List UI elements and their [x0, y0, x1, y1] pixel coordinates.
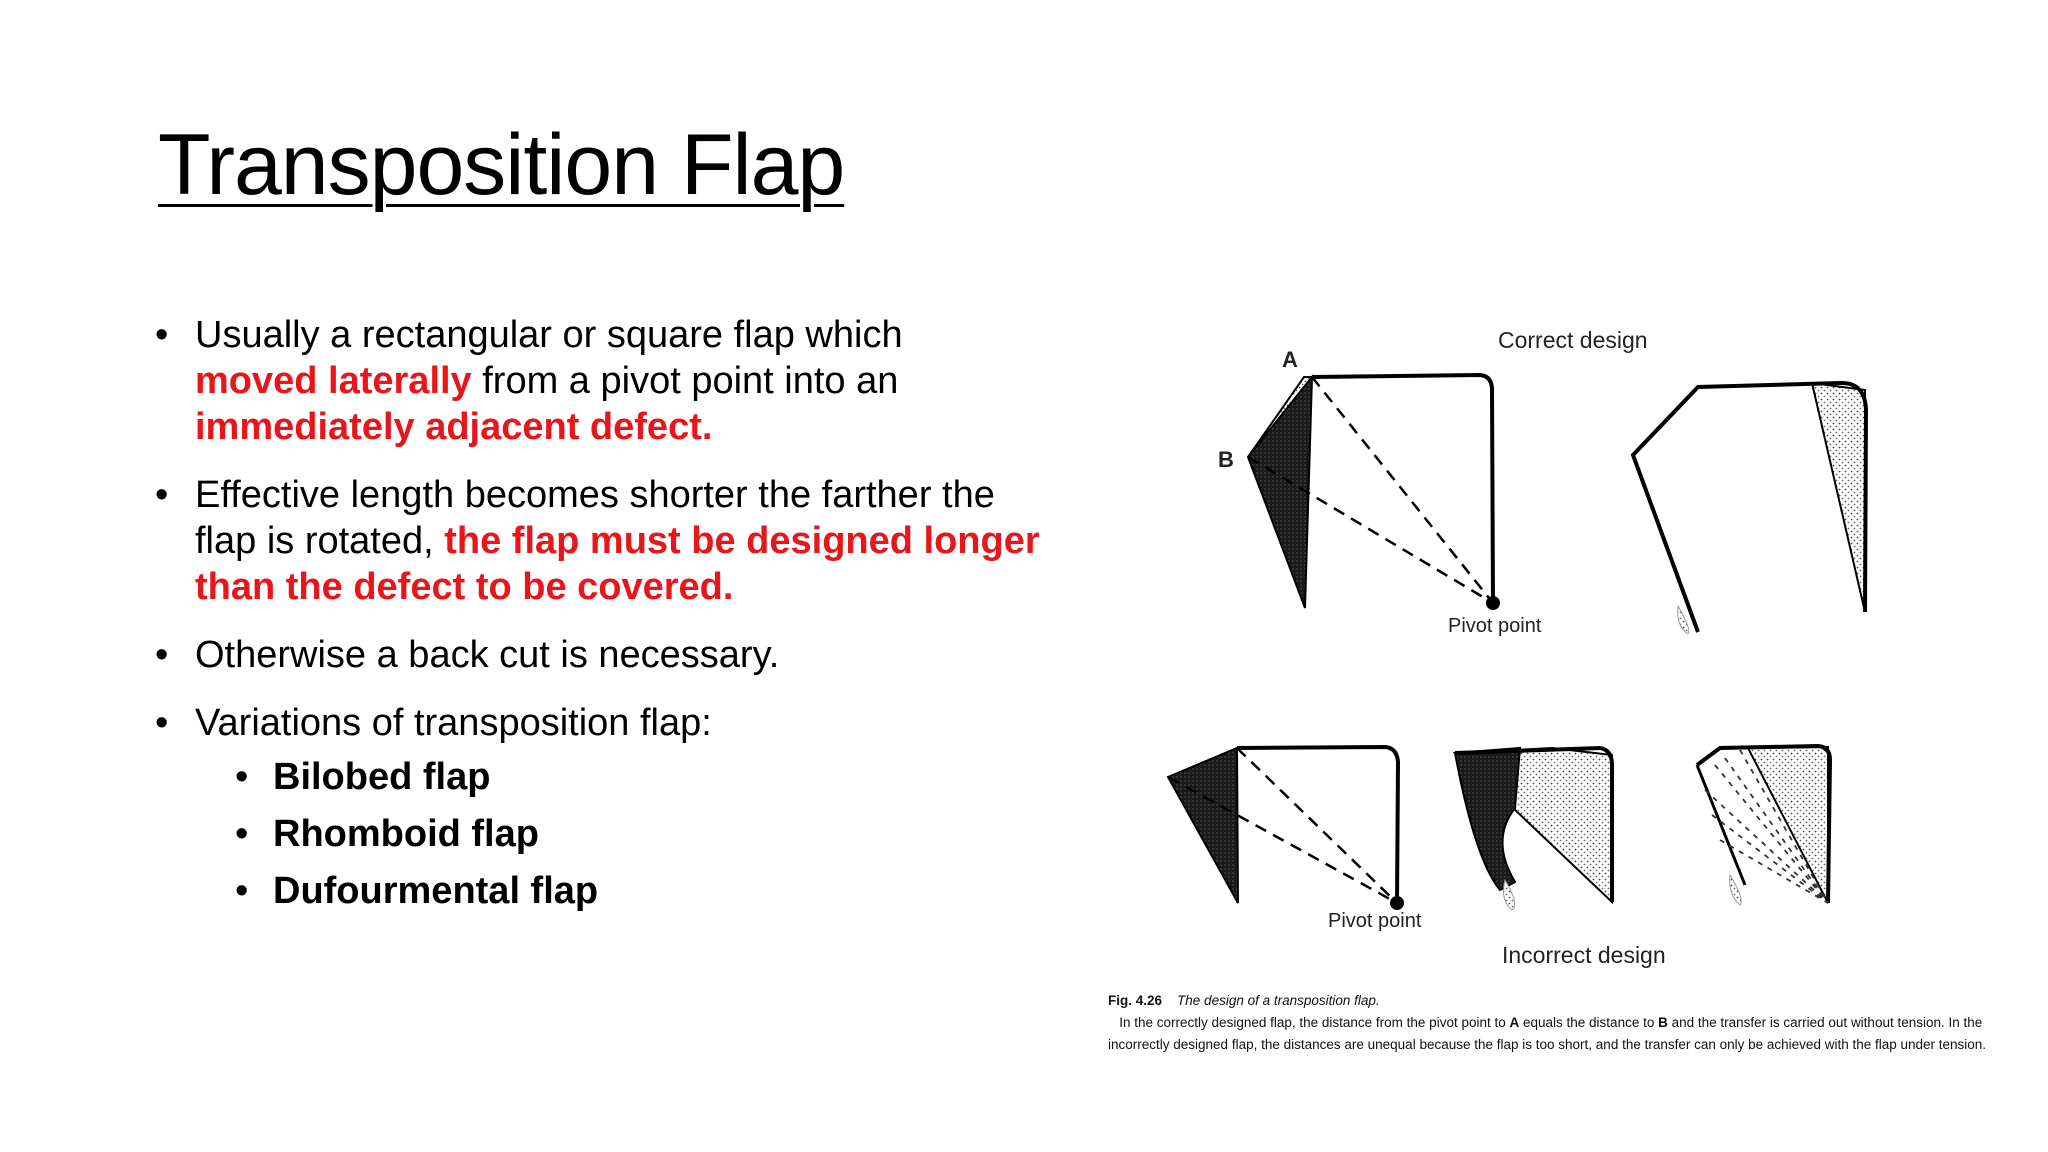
bullet-text: Variations of transposition flap: [195, 702, 712, 744]
caption-text: equals the distance to [1519, 1015, 1659, 1030]
bullet-text: Usually a rectangular or square flap which [195, 314, 903, 356]
sub-bullet-item: • Rhomboid flap [235, 811, 1055, 857]
bullet-text: from a pivot point into an [471, 360, 899, 402]
caption-figure-number: Fig. 4.26 [1108, 993, 1163, 1008]
sub-bullet-item: • Dufourmental flap [235, 868, 1055, 914]
caption-bold-b: B [1658, 1015, 1668, 1030]
bullet-item [155, 312, 1055, 450]
bullet-item [155, 632, 1055, 678]
label-pivot-point-top: Pivot point [1448, 615, 1542, 637]
incorrect-design-result-1 [1455, 748, 1612, 910]
label-b: B [1218, 447, 1234, 472]
slide-content [155, 312, 1055, 936]
label-a: A [1282, 347, 1298, 372]
incorrect-design-result-2 [1697, 746, 1830, 905]
bullet-text: Otherwise a back cut is necessary. [195, 634, 780, 676]
label-incorrect-design: Incorrect design [1502, 942, 1666, 968]
correct-design-result [1633, 383, 1866, 634]
sub-bullet-item: • Bilobed flap [235, 754, 1055, 800]
emphasis-text: moved laterally [195, 360, 472, 402]
incorrect-design-flap [1168, 747, 1404, 910]
caption-text: In the correctly designed flap, the distance from the pivot point to [1119, 1015, 1510, 1030]
bullet-item [155, 700, 1055, 914]
caption-text: and the transfer is carried out without tension. In the incorrectly designed flap, the distances are unequal because the flap is too short, and the transfer can only be achieved with the flap under tension. [1108, 1015, 1987, 1052]
slide-title: Transposition Flap [158, 117, 845, 213]
sub-bullet-list [195, 754, 1055, 914]
bullet-list [155, 312, 1055, 914]
label-correct-design: Correct design [1498, 327, 1648, 353]
bullet-text: Effective length becomes shorter the farther the flap is rotated, [195, 474, 995, 562]
caption-bold-a: A [1509, 1015, 1520, 1030]
transposition-flap-diagram [1100, 320, 2020, 1090]
label-pivot-point-bottom: Pivot point [1328, 910, 1422, 932]
emphasis-text: the flap must be designed longer than the defect to be covered. [195, 520, 1040, 608]
bullet-item [155, 472, 1055, 610]
figure-caption [1108, 990, 2013, 1056]
caption-title: The design of a transposition flap. [1177, 993, 1380, 1008]
emphasis-text: immediately adjacent defect. [195, 406, 713, 448]
correct-design-flap [1248, 375, 1500, 610]
